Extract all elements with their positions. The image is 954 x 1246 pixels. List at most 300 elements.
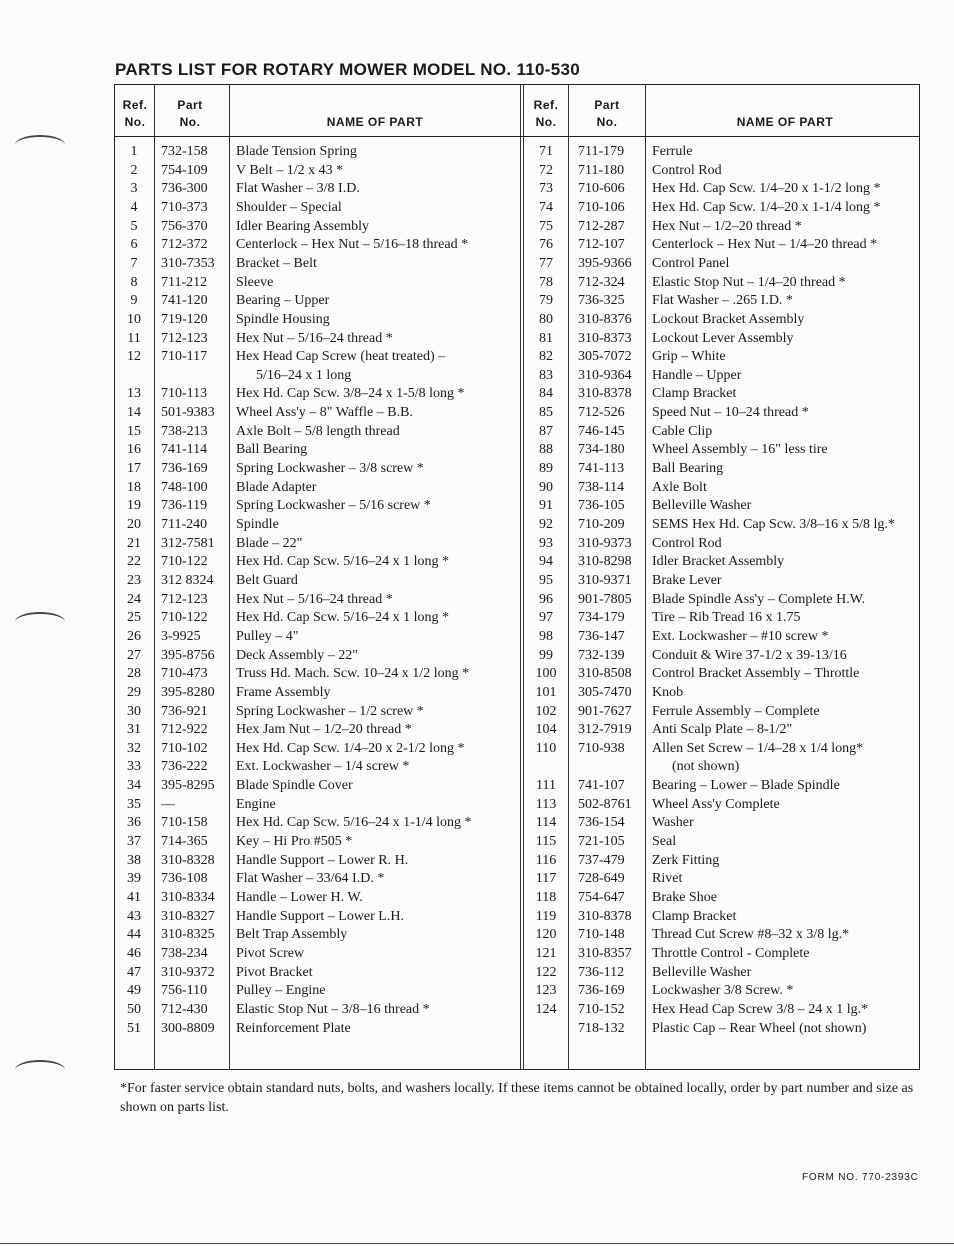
part-name: Hex Head Cap Screw (heat treated) –	[236, 349, 446, 365]
part-name: Belleville Washer	[652, 498, 752, 514]
ref-no: 93	[539, 535, 553, 551]
part-name: Frame Assembly	[236, 684, 331, 700]
part-no: 310-8328	[161, 852, 215, 868]
part-no: 901-7627	[578, 703, 632, 719]
header-name: NAME OF PART	[326, 115, 424, 129]
ref-no: 90	[539, 479, 553, 495]
col-divider	[229, 85, 230, 1069]
part-name: Pivot Bracket	[236, 964, 313, 980]
part-no: 305-7470	[578, 684, 632, 700]
part-name: V Belt – 1/2 x 43 *	[236, 162, 344, 178]
binder-hole-mark	[15, 612, 65, 632]
ref-no: 113	[535, 796, 557, 812]
part-no: 712-123	[161, 330, 208, 346]
ref-no: 104	[535, 722, 557, 738]
part-no: 310-8378	[578, 908, 632, 924]
part-name: Flat Washer – .265 I.D. *	[652, 293, 793, 309]
part-no: 712-526	[578, 405, 625, 421]
part-name: Spring Lockwasher – 5/16 screw *	[236, 498, 431, 514]
ref-no: 41	[127, 890, 141, 905]
part-name: Handle – Upper	[652, 367, 742, 383]
part-no: 736-300	[161, 181, 208, 197]
ref-no: 12	[127, 349, 141, 365]
part-no: 711-212	[161, 274, 208, 290]
ref-no: 124	[535, 1001, 557, 1017]
part-name: Axle Bolt – 5/8 length thread	[236, 423, 400, 439]
part-no: 718-132	[578, 1020, 625, 1036]
ref-no: 73	[539, 181, 553, 197]
ref-no: 43	[127, 908, 141, 924]
part-name: Reinforcement Plate	[236, 1020, 351, 1036]
ref-no: 98	[539, 628, 553, 644]
part-name: Blade Spindle Ass'y – Complete H.W.	[652, 591, 866, 607]
binder-hole-mark	[15, 135, 65, 155]
part-name: Pulley – 4"	[236, 628, 299, 644]
part-name: Sleeve	[236, 274, 274, 290]
ref-no: 36	[127, 815, 141, 831]
part-no: 754-647	[578, 890, 625, 905]
part-name: Allen Set Screw – 1/4–28 x 1/4 long*	[652, 740, 864, 756]
part-no: 736-325	[578, 293, 625, 309]
part-name: Bracket – Belt	[236, 255, 317, 271]
ref-no: 78	[539, 274, 553, 290]
part-name: Ext. Lockwasher – 1/4 screw *	[236, 759, 410, 775]
part-no: 736-169	[161, 461, 208, 477]
col-divider	[154, 85, 155, 1069]
part-no: 310-9371	[578, 572, 632, 588]
ref-no: 25	[127, 610, 141, 626]
ref-no: 120	[535, 927, 557, 943]
part-no: 741-120	[161, 293, 208, 309]
part-no: 710-373	[161, 199, 208, 215]
ref-no: 115	[535, 834, 557, 850]
part-no: 710-117	[161, 349, 208, 365]
ref-no: 84	[539, 386, 553, 402]
part-no: 710-122	[161, 554, 208, 570]
part-name: Brake Shoe	[652, 890, 717, 905]
ref-no: 44	[127, 927, 141, 943]
part-name: Pivot Screw	[236, 945, 305, 961]
part-no: 300-8809	[161, 1020, 215, 1036]
part-name: Key – Hi Pro #505 *	[236, 834, 353, 850]
ref-no: 119	[535, 908, 557, 924]
part-name: Ext. Lockwasher – #10 screw *	[652, 628, 829, 644]
ref-no: 77	[539, 255, 553, 271]
part-name: Centerlock – Hex Nut – 5/16–18 thread *	[236, 237, 469, 253]
ref-no: 29	[127, 684, 141, 700]
part-name: Hex Hd. Cap Scw. 1/4–20 x 1-1/4 long *	[652, 199, 881, 215]
ref-no: 101	[535, 684, 557, 700]
part-no: 710-938	[578, 740, 625, 756]
form-number: FORM NO. 770-2393C	[802, 1172, 919, 1183]
part-name: Wheel Ass'y – 8" Waffle – B.B.	[236, 405, 413, 421]
part-name: Idler Bracket Assembly	[652, 554, 785, 570]
part-name: Control Rod	[652, 535, 722, 551]
part-name: Ball Bearing	[652, 461, 724, 477]
part-no: 736-108	[161, 871, 208, 887]
ref-no: 81	[539, 330, 553, 346]
header-ref-right: Ref. No.	[533, 98, 559, 129]
ref-no: 111	[536, 778, 556, 794]
part-no: 901-7805	[578, 591, 632, 607]
ref-no: 22	[127, 554, 141, 570]
part-no: 756-370	[161, 218, 208, 234]
part-name: Speed Nut – 10–24 thread *	[652, 405, 809, 421]
part-no: 738-234	[161, 945, 208, 961]
part-name: Zerk Fitting	[652, 852, 720, 868]
part-no: 710-113	[161, 386, 208, 402]
part-no: 710-606	[578, 181, 625, 197]
part-no: 736-105	[578, 498, 625, 514]
ref-no: 8	[130, 274, 138, 290]
part-name: Knob	[652, 684, 684, 700]
part-no: 728-649	[578, 871, 625, 887]
ref-no: 117	[535, 871, 557, 887]
ref-no: 92	[539, 517, 553, 532]
part-no: 736-119	[161, 498, 208, 514]
part-name: Ferrule Assembly – Complete	[652, 703, 820, 719]
part-no: 310-8508	[578, 666, 632, 682]
part-name: Bearing – Lower – Blade Spindle	[652, 778, 840, 794]
ref-no: 95	[539, 572, 553, 588]
part-no: 754-109	[161, 162, 208, 178]
part-no: 734-180	[578, 442, 625, 458]
binder-hole-mark	[15, 1060, 65, 1080]
part-no: 736-112	[578, 964, 625, 980]
ref-no: 100	[535, 666, 557, 682]
part-name: Handle Support – Lower R. H.	[236, 852, 409, 868]
part-name: Blade Adapter	[236, 479, 317, 495]
part-name: Shoulder – Special	[236, 199, 342, 215]
part-no: 710-209	[578, 517, 625, 532]
ref-no: 33	[127, 759, 141, 775]
part-no: 710-106	[578, 199, 625, 215]
part-no: —	[161, 796, 175, 812]
part-name: Hex Hd. Cap Scw. 5/16–24 x 1 long *	[236, 554, 449, 570]
part-no: 501-9383	[161, 405, 215, 421]
ref-no: 121	[535, 945, 557, 961]
part-no: 312-7581	[161, 535, 215, 551]
part-name: Lockwasher 3/8 Screw. *	[652, 983, 794, 999]
ref-no: 23	[127, 572, 141, 588]
ref-no: 19	[127, 498, 141, 514]
part-name: Clamp Bracket	[652, 908, 737, 924]
part-name: Lockout Bracket Assembly	[652, 311, 805, 327]
ref-no: 27	[127, 647, 141, 663]
part-name: Throttle Control - Complete	[652, 945, 810, 961]
part-name: Lockout Lever Assembly	[652, 330, 794, 346]
ref-no: 32	[127, 740, 141, 756]
part-name: Conduit & Wire 37-1/2 x 39-13/16	[652, 647, 847, 663]
part-no: 737-479	[578, 852, 625, 868]
part-name: Deck Assembly – 22"	[236, 647, 358, 663]
ref-no: 28	[127, 666, 141, 682]
ref-no: 116	[535, 852, 557, 868]
ref-no: 74	[539, 199, 553, 215]
header-part-right: Part No.	[594, 98, 620, 129]
page-bottom-rule	[0, 1243, 954, 1244]
part-no: 748-100	[161, 479, 208, 495]
part-name: Hex Hd. Cap Scw. 3/8–24 x 1-5/8 long *	[236, 386, 465, 402]
ref-no: 7	[130, 255, 138, 271]
part-no: 741-107	[578, 778, 625, 794]
part-no: 712-430	[161, 1001, 208, 1017]
ref-no: 39	[127, 871, 141, 887]
part-no: 756-110	[161, 983, 208, 999]
ref-no: 30	[127, 703, 141, 719]
part-no: 305-7072	[578, 349, 632, 365]
ref-no: 37	[127, 834, 141, 850]
part-name: Control Panel	[652, 255, 730, 271]
col-divider	[568, 85, 569, 1069]
part-no: 711-179	[578, 144, 625, 159]
part-no: 310-9373	[578, 535, 632, 551]
header-ref: Ref. No.	[122, 98, 148, 129]
part-name: Washer	[652, 815, 694, 831]
part-name: Clamp Bracket	[652, 386, 737, 402]
ref-no: 6	[130, 237, 138, 253]
ref-no: 51	[127, 1020, 141, 1036]
part-no: 738-114	[578, 479, 625, 495]
part-name: Hex Nut – 5/16–24 thread *	[236, 591, 393, 607]
ref-no: 96	[539, 591, 553, 607]
part-no: 710-473	[161, 666, 208, 682]
ref-no: 71	[539, 144, 553, 159]
ref-no: 72	[539, 162, 553, 178]
col-divider	[645, 85, 646, 1069]
part-no: 711-240	[161, 517, 208, 532]
ref-no: 35	[127, 796, 141, 812]
part-no: 736-154	[578, 815, 625, 831]
part-name: Flat Washer – 3/8 I.D.	[236, 181, 360, 197]
part-name: Spindle Housing	[236, 311, 330, 327]
part-no: 712-324	[578, 274, 625, 290]
ref-no: 89	[539, 461, 553, 477]
part-name: Ball Bearing	[236, 442, 308, 458]
part-no: 710-158	[161, 815, 208, 831]
ref-no: 1	[130, 144, 138, 159]
footnote: *For faster service obtain standard nuts, bolts, and washers locally. If these items cannot be obtained locally, order by part number and size as shown on parts list.	[120, 1081, 914, 1115]
part-no: 732-158	[161, 144, 208, 159]
part-no: 732-139	[578, 647, 625, 663]
ref-no: 3	[130, 181, 138, 197]
part-no: 746-145	[578, 423, 625, 439]
ref-no: 4	[130, 199, 138, 215]
part-name: Thread Cut Screw #8–32 x 3/8 lg.*	[652, 927, 850, 943]
part-no: 310-8334	[161, 890, 215, 905]
ref-no: 80	[539, 311, 553, 327]
ref-no: 31	[127, 722, 141, 738]
part-no: 395-8295	[161, 778, 215, 794]
part-name: Hex Nut – 5/16–24 thread *	[236, 330, 393, 346]
part-name: Elastic Stop Nut – 1/4–20 thread *	[652, 274, 846, 290]
ref-no: 85	[539, 405, 553, 421]
ref-no: 79	[539, 293, 553, 309]
ref-no: 123	[535, 983, 557, 999]
part-no: 736-147	[578, 628, 625, 644]
part-name: Anti Scalp Plate – 8-1/2"	[652, 722, 793, 738]
ref-no: 13	[127, 386, 141, 402]
part-name: Wheel Ass'y Complete	[652, 796, 780, 812]
part-name: Belt Trap Assembly	[236, 927, 348, 943]
ref-no: 26	[127, 628, 141, 644]
ref-no: 24	[127, 591, 141, 607]
ref-no: 18	[127, 479, 141, 495]
part-name: Ferrule	[652, 144, 693, 159]
part-name: Spring Lockwasher – 1/2 screw *	[236, 703, 424, 719]
part-name: Grip – White	[652, 349, 726, 365]
part-name: Elastic Stop Nut – 3/8–16 thread *	[236, 1001, 430, 1017]
part-name: Wheel Assembly – 16" less tire	[652, 442, 828, 458]
part-no: 395-8280	[161, 684, 215, 700]
part-name: Engine	[236, 796, 276, 812]
part-no: 710-102	[161, 740, 208, 756]
center-divider	[520, 85, 524, 1069]
part-no: 310-9372	[161, 964, 215, 980]
ref-no: 122	[535, 964, 557, 980]
part-no: 310-8376	[578, 311, 632, 327]
part-no: 712-107	[578, 237, 625, 253]
part-name: Spindle	[236, 517, 279, 532]
part-name: Hex Hd. Cap Scw. 1/4–20 x 1-1/2 long *	[652, 181, 881, 197]
header-rule	[115, 136, 919, 137]
part-no: 310-8357	[578, 945, 632, 961]
ref-no: 38	[127, 852, 141, 868]
ref-no: 9	[130, 293, 138, 309]
part-no: 712-372	[161, 237, 208, 253]
part-no: 712-287	[578, 218, 625, 234]
ref-no: 20	[127, 517, 141, 532]
part-name: Idler Bearing Assembly	[236, 218, 369, 234]
part-name: (not shown)	[672, 759, 740, 775]
part-name: Belt Guard	[236, 572, 298, 588]
ref-no: 83	[539, 367, 553, 383]
ref-no: 91	[539, 498, 553, 514]
parts-table	[114, 84, 920, 1070]
part-name: Truss Hd. Mach. Scw. 10–24 x 1/2 long *	[236, 666, 470, 682]
part-name: Spring Lockwasher – 3/8 screw *	[236, 461, 424, 477]
part-no: 741-113	[578, 461, 625, 477]
part-name: Seal	[652, 834, 677, 850]
ref-no: 94	[539, 554, 553, 570]
part-name: Handle Support – Lower L.H.	[236, 908, 404, 924]
ref-no: 15	[127, 423, 141, 439]
ref-no: 10	[127, 311, 141, 327]
part-name: Control Rod	[652, 162, 722, 178]
header-part: Part No.	[177, 98, 203, 129]
part-name: Cable Clip	[652, 423, 713, 439]
part-no: 714-365	[161, 834, 208, 850]
header-name-right: NAME OF PART	[736, 115, 834, 129]
part-name: Axle Bolt	[652, 479, 707, 495]
part-name: Tire – Rib Tread 16 x 1.75	[652, 610, 801, 626]
ref-no: 14	[127, 405, 141, 421]
part-name: Bearing – Upper	[236, 293, 330, 309]
part-no: 711-180	[578, 162, 625, 178]
ref-no: 50	[127, 1001, 141, 1017]
part-no: 712-123	[161, 591, 208, 607]
part-no: 734-179	[578, 610, 625, 626]
part-no: 310-7353	[161, 255, 215, 271]
part-no: 712-922	[161, 722, 208, 738]
ref-no: 16	[127, 442, 141, 458]
part-name: Centerlock – Hex Nut – 1/4–20 thread *	[652, 237, 878, 253]
part-name: Rivet	[652, 871, 683, 887]
part-name: Blade Tension Spring	[236, 144, 357, 159]
part-no: 736-222	[161, 759, 208, 775]
part-name: Pulley – Engine	[236, 983, 326, 999]
part-name: Hex Jam Nut – 1/2–20 thread *	[236, 722, 412, 738]
part-name: Hex Hd. Cap Scw. 1/4–20 x 2-1/2 long *	[236, 740, 465, 756]
part-no: 3-9925	[161, 628, 201, 644]
part-name: Brake Lever	[652, 572, 722, 588]
part-no: 310-8378	[578, 386, 632, 402]
part-no: 310-8373	[578, 330, 632, 346]
part-name: Hex Nut – 1/2–20 thread *	[652, 218, 802, 234]
part-no: 312-7919	[578, 722, 632, 738]
part-no: 710-148	[578, 927, 625, 943]
ref-no: 118	[535, 890, 557, 905]
ref-no: 82	[539, 349, 553, 365]
ref-no: 5	[130, 218, 138, 234]
part-no: 502-8761	[578, 796, 632, 812]
ref-no: 34	[127, 778, 141, 794]
part-no: 721-105	[578, 834, 625, 850]
part-name: Blade Spindle Cover	[236, 778, 353, 794]
ref-no: 99	[539, 647, 553, 663]
part-no: 738-213	[161, 423, 208, 439]
ref-no: 11	[127, 330, 141, 346]
ref-no: 47	[127, 964, 141, 980]
part-name: Hex Hd. Cap Scw. 5/16–24 x 1 long *	[236, 610, 449, 626]
part-no: 395-9366	[578, 255, 632, 271]
part-name: Hex Head Cap Screw 3/8 – 24 x 1 lg.*	[652, 1001, 869, 1017]
part-no: 310-9364	[578, 367, 632, 383]
part-no: 736-169	[578, 983, 625, 999]
part-no: 310-8327	[161, 908, 215, 924]
ref-no: 17	[127, 461, 141, 477]
ref-no: 87	[539, 423, 553, 439]
ref-no: 76	[539, 237, 553, 253]
ref-no: 2	[130, 162, 138, 178]
part-no: 310-8298	[578, 554, 632, 570]
part-name: Blade – 22"	[236, 535, 303, 551]
part-name: Control Bracket Assembly – Throttle	[652, 666, 860, 682]
ref-no: 102	[535, 703, 557, 719]
ref-no: 114	[535, 815, 557, 831]
ref-no: 97	[539, 610, 553, 626]
part-name: 5/16–24 x 1 long	[256, 367, 352, 383]
part-no: 710-152	[578, 1001, 625, 1017]
ref-no: 75	[539, 218, 553, 234]
part-no: 736-921	[161, 703, 208, 719]
part-name: Belleville Washer	[652, 964, 752, 980]
part-no: 395-8756	[161, 647, 215, 663]
part-no: 741-114	[161, 442, 208, 458]
part-no: 719-120	[161, 311, 208, 327]
part-name: Handle – Lower H. W.	[236, 890, 363, 905]
part-name: SEMS Hex Hd. Cap Scw. 3/8–16 x 5/8 lg.*	[652, 517, 895, 532]
ref-no: 49	[127, 983, 141, 999]
part-name: Flat Washer – 33/64 I.D. *	[236, 871, 385, 887]
part-name: Hex Hd. Cap Scw. 5/16–24 x 1-1/4 long *	[236, 815, 472, 831]
part-no: 710-122	[161, 610, 208, 626]
part-name: Plastic Cap – Rear Wheel (not shown)	[652, 1020, 867, 1036]
ref-no: 21	[127, 535, 141, 551]
ref-no: 88	[539, 442, 553, 458]
ref-no: 46	[127, 945, 141, 961]
part-no: 312 8324	[161, 572, 214, 588]
